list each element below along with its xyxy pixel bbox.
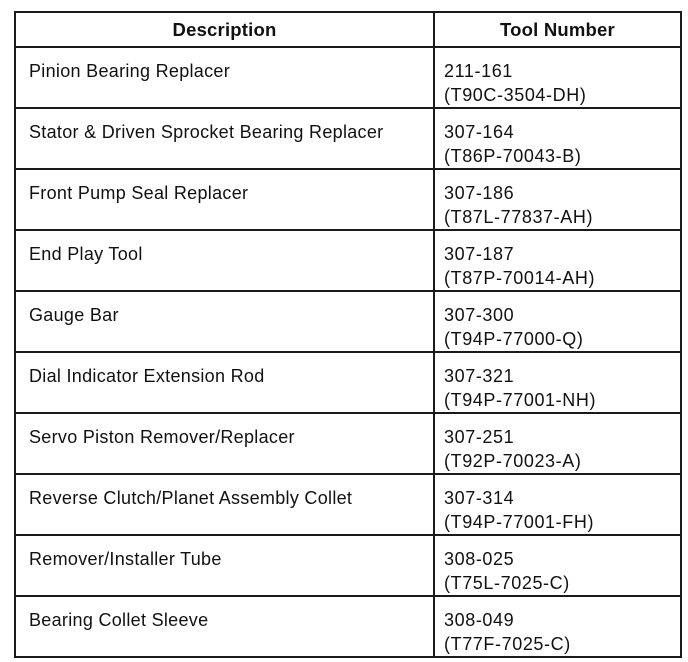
tool-number-cell bbox=[434, 535, 681, 596]
tool-number: 307-251 bbox=[444, 427, 515, 447]
tool-description: Remover/Installer Tube bbox=[15, 535, 434, 596]
tool-alt-number: (T77F-7025-C) bbox=[444, 634, 571, 654]
tool-alt-number: (T87L-77837-AH) bbox=[444, 207, 594, 227]
table-row bbox=[15, 413, 681, 474]
tool-number: 308-025 bbox=[444, 549, 515, 569]
table-row bbox=[15, 596, 681, 657]
tool-alt-number: (T75L-7025-C) bbox=[444, 573, 570, 593]
tool-description: Servo Piston Remover/Replacer bbox=[15, 413, 434, 474]
tool-number: 211-161 bbox=[444, 61, 513, 81]
tool-description: Front Pump Seal Replacer bbox=[15, 169, 434, 230]
tool-alt-number: (T87P-70014-AH) bbox=[444, 268, 596, 288]
tool-number: 307-321 bbox=[444, 366, 515, 386]
tool-number-cell bbox=[434, 291, 681, 352]
tool-number-cell bbox=[434, 413, 681, 474]
tool-description: Stator & Driven Sprocket Bearing Replacer bbox=[15, 108, 434, 169]
tool-description: Bearing Collet Sleeve bbox=[15, 596, 434, 657]
tool-description: End Play Tool bbox=[15, 230, 434, 291]
tool-alt-number: (T94P-77000-Q) bbox=[444, 329, 584, 349]
tool-number-cell bbox=[434, 169, 681, 230]
tool-number-cell bbox=[434, 474, 681, 535]
table-row bbox=[15, 535, 681, 596]
tool-number: 307-300 bbox=[444, 305, 515, 325]
tool-number: 308-049 bbox=[444, 610, 515, 630]
tool-number-cell bbox=[434, 47, 681, 108]
table-row bbox=[15, 352, 681, 413]
tool-number: 307-164 bbox=[444, 122, 515, 142]
tool-number: 307-186 bbox=[444, 183, 515, 203]
description-column-header: Description bbox=[15, 12, 434, 47]
table-header-row bbox=[15, 12, 681, 47]
table-row bbox=[15, 169, 681, 230]
tool-description: Gauge Bar bbox=[15, 291, 434, 352]
tool-number-cell bbox=[434, 108, 681, 169]
tool-description: Pinion Bearing Replacer bbox=[15, 47, 434, 108]
tool-alt-number: (T94P-77001-FH) bbox=[444, 512, 595, 532]
table-row bbox=[15, 108, 681, 169]
tool-description: Dial Indicator Extension Rod bbox=[15, 352, 434, 413]
tool-number-cell bbox=[434, 352, 681, 413]
table-body bbox=[15, 47, 681, 657]
table-row bbox=[15, 47, 681, 108]
table-row bbox=[15, 291, 681, 352]
tool-alt-number: (T90C-3504-DH) bbox=[444, 85, 587, 105]
tool-number-column-header: Tool Number bbox=[434, 12, 681, 47]
tool-number-cell bbox=[434, 230, 681, 291]
special-tools-table bbox=[14, 11, 682, 658]
table-row bbox=[15, 230, 681, 291]
tool-alt-number: (T94P-77001-NH) bbox=[444, 390, 597, 410]
tool-number-cell bbox=[434, 596, 681, 657]
tool-alt-number: (T92P-70023-A) bbox=[444, 451, 582, 471]
tool-number: 307-314 bbox=[444, 488, 515, 508]
tool-description: Reverse Clutch/Planet Assembly Collet bbox=[15, 474, 434, 535]
tool-number: 307-187 bbox=[444, 244, 515, 264]
tool-alt-number: (T86P-70043-B) bbox=[444, 146, 582, 166]
table-row bbox=[15, 474, 681, 535]
